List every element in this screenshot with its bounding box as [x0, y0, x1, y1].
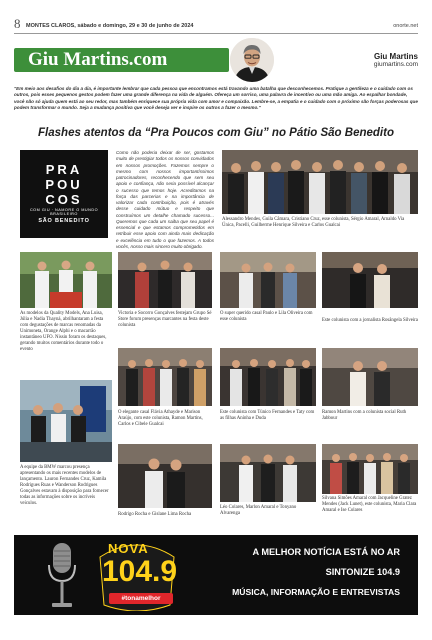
- photo-flavia-marison: [118, 348, 212, 406]
- byline: [374, 52, 418, 68]
- caption-4: O super querido casal Paulo e Lila Oliveira com esse colunista: [220, 311, 313, 322]
- page-number: 8: [14, 16, 21, 31]
- caption-9: A equipe da BMW marcou presença apresentando os mais recentes modelos de lançamento. Lauron Fernandes Cruz, Kamila Rodrigues Ruas e Wanderson Rodrigues Gonçalves estavam à disposição para fornecer todas as informações sobre os incríveis veículos.: [20, 465, 109, 506]
- title-bar: [14, 48, 229, 72]
- caption-11: Léo Colares, Marlon Amaral e Tonyano Alvarenga: [220, 505, 297, 516]
- radio-hashtag: #tonamelhor: [109, 593, 173, 604]
- photo-models: [20, 252, 112, 308]
- page-header-bar: [14, 16, 418, 32]
- caption-2: As modelos da Quality Models, Ana Luisa, Júlia e Nadia Thayná, abrilhantaram a festa com degustações de marcas renomadas da Unimoneta, Orange Alphi e o macarrão instantâneo UFO. Nissin foram os destaques, gerando muitos comentários durante todo o evento: [20, 311, 107, 352]
- logo-line-3: COS: [45, 192, 83, 207]
- radio-ad-banner[interactable]: [14, 535, 418, 615]
- photo-silvana-jacqueline: [322, 444, 418, 494]
- caption-6: O elegante casal Flávia Athayde e Marison Araújo, com este colunista, Ramon Martins, Carlos e Cibele Gualcai: [118, 410, 203, 427]
- radio-slogan-1: A MELHOR NOTÍCIA ESTÁ NO AR: [252, 547, 400, 557]
- radio-name: NOVA: [108, 541, 149, 556]
- microphone-icon: [40, 539, 84, 613]
- columnist-portrait: [230, 38, 274, 82]
- radio-frequency: 104.9: [102, 555, 178, 588]
- logo-line-4: COM GIU: [29, 208, 51, 212]
- intro-quote: "Em meio aos desafios do dia a dia, é importante lembrar que cada pessoa que encontramos está travando uma batalha que desconhecemos. Pratique a gentileza e o cuidado com os outros, pois esses pequenos gestos podem fazer uma grande diferença na vida de alguém. Ofereça um sorriso, uma palavra de incentivo ou uma mão amiga. Ao espalhar bondade, você não só ajuda quem está ao seu redor, mas também enriquece sua própria vida com amor e compaixão. Lembre-se, a empatia e o cuidado com o próximo são forças poderosas que podem transformar o mundo. Seja a mudança positiva que você deseja ver e inspire os outros a fazer o mesmo.": [14, 86, 418, 110]
- photo-rodrigo-gislane: [118, 444, 212, 508]
- logo-tagline: NAMORE O MUNDO BRASILEIRO: [50, 208, 99, 216]
- logo-line-1: PRA: [45, 162, 83, 177]
- photo-bmw-team: [20, 380, 112, 462]
- caption-7: Este colunista com Túnico Fernandes e Taty com as filhas Anínha e Duda: [220, 410, 315, 421]
- photo-ramon-ruth: [322, 348, 418, 406]
- site-link[interactable]: onorte.net: [393, 23, 418, 29]
- header-rule: [14, 33, 418, 34]
- byline-name: Giu Martins: [373, 52, 418, 61]
- logo-wordmark: [20, 162, 108, 207]
- column-title: Giu Martins.com: [28, 49, 168, 70]
- article-body: Como não poderia deixar de ser, gostamos muito de prestigiar todos os nossos convidados em nossos promoções. Fazemos sempre o mesmo com nossos importantíssimos patrocinadores, reconhecendo que sem seu apoio e confiança, não seria possível alcançar o sucesso que temos hoje. Acreditamos na força das parcerias e na importância de valorizar cada contribuição, pois é através desse cuidado mútuo e respeito que construímos um detalhe chamado sucesso... Queremos que cada um saiba que seu papel é essencial e que estamos comprometidos em retribuir esse apoio com ainda mais dedicação e excelência em tudo o que fazemos. A todos vocês, nosso mais sincero muito obrigado.: [116, 150, 214, 249]
- caption-5: Este colunista com a jornalista Rosângela Silveira: [322, 318, 418, 323]
- photo-rosangela: [322, 252, 418, 308]
- caption-3: Victoria e Socorro Gonçalves festejam Grupo Sé Store forum presenças marcantes na festa deste colunista: [118, 311, 212, 328]
- logo-subtitle: COM GIU · NAMORE O MUNDO BRASILEIRO: [29, 208, 99, 216]
- photo-leo-marlon-tonyano: [220, 444, 316, 502]
- logo-venue: SÃO BENEDITO: [38, 218, 90, 224]
- radio-slogan-3: MÚSICA, INFORMAÇÃO E ENTREVISTAS: [232, 587, 400, 597]
- photo-group-men: [222, 150, 418, 214]
- photo-victoria-socorro: [118, 252, 212, 308]
- caption-12: Silvana Simões Amaral com Jacqueline Gratez Mendes (Jack Lunet), este colunista, Maria Clara Amaral e Ise Colares: [322, 496, 417, 513]
- caption-8: Ramon Martins com a colunista social Ruth Jabbour: [322, 410, 407, 421]
- section-title: Flashes atentos da “Pra Poucos com Giu” no Pátio São Benedito: [38, 127, 394, 139]
- logo-line-2: POU: [45, 177, 83, 192]
- dateline: MONTES CLAROS, sábado e domingo, 29 e 30 de junho de 2024: [26, 23, 194, 29]
- radio-slogan-2: SINTONIZE 104.9: [325, 567, 400, 577]
- photo-tunico-taty: [220, 348, 316, 406]
- event-logo: [20, 150, 108, 238]
- caption-10: Rodrigo Rocha e Gislane Lima Rocha: [118, 512, 192, 517]
- photo-paulo-lila: [220, 252, 316, 308]
- byline-url[interactable]: giumartins.com: [373, 61, 418, 68]
- column-header: [14, 48, 418, 76]
- caption-1: Alessandro Mendes, Guila Câmara, Cristiano Cruz, esse colunista, Sérgio Amaral, Arnaldo Via Única, Pacelli, Guilherme Henrique Silveira e Carlos Gualcai: [222, 217, 405, 228]
